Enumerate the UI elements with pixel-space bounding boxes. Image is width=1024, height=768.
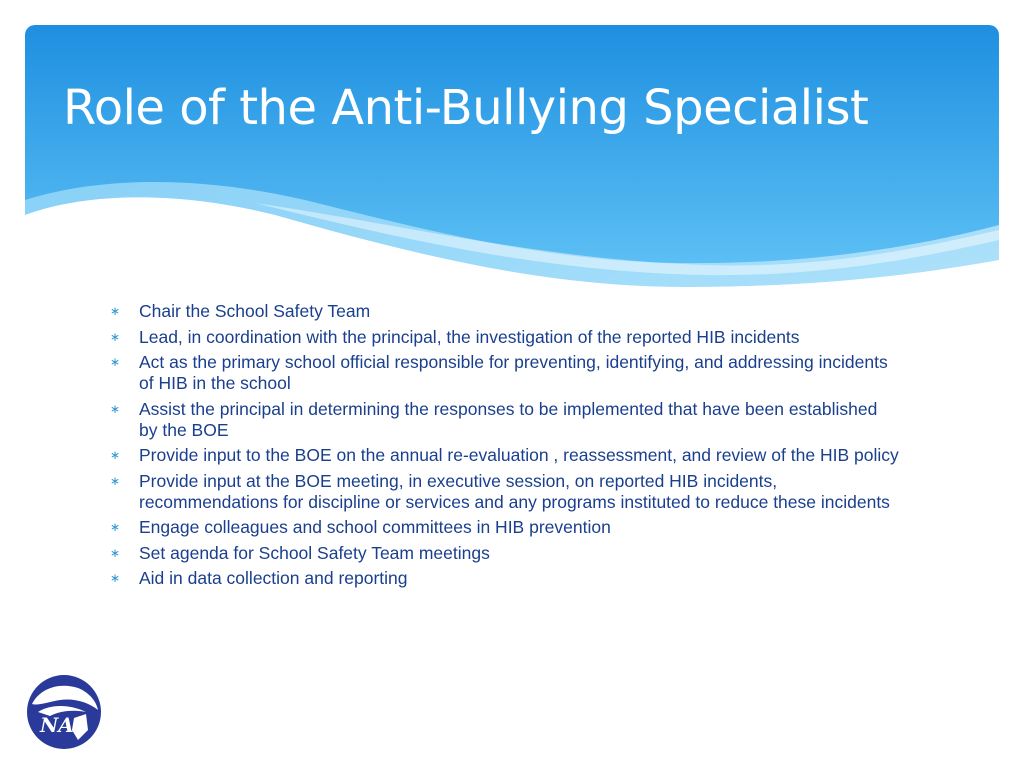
- asterisk-bullet-icon: ∗: [110, 545, 121, 560]
- asterisk-bullet-icon: ∗: [110, 401, 121, 416]
- slide-title: Role of the Anti-Bullying Specialist: [63, 80, 869, 136]
- bullet-item: [110, 568, 900, 589]
- asterisk-bullet-icon: ∗: [110, 473, 121, 488]
- bullet-item: [110, 327, 900, 348]
- bullet-item: [110, 352, 900, 394]
- bullet-text: Provide input at the BOE meeting, in executive session, on reported HIB incidents, recommendations for discipline or services and any programs instituted to reduce these incidents: [139, 470, 890, 512]
- bullet-item: [110, 445, 900, 466]
- asterisk-bullet-icon: ∗: [110, 571, 121, 585]
- bullet-text: Chair the School Safety Team: [139, 301, 371, 321]
- bullet-text: Aid in data collection and reporting: [139, 568, 408, 588]
- school-logo-icon: [26, 674, 102, 750]
- asterisk-bullet-icon: ∗: [110, 304, 121, 318]
- bullet-text: Act as the primary school official responsible for preventing, identifying, and addressing incidents of HIB in the school: [139, 352, 888, 393]
- asterisk-bullet-icon: ∗: [110, 520, 121, 534]
- bullet-text: Lead, in coordination with the principal, the investigation of the reported HIB incidents: [139, 326, 800, 347]
- logo-lettering: NA: [40, 713, 74, 737]
- bullet-text: Provide input to the BOE on the annual re-evaluation , reassessment, and review of the HIB policy: [139, 445, 899, 465]
- bullet-item: [110, 399, 900, 441]
- asterisk-bullet-icon: ∗: [110, 448, 121, 462]
- bullet-item: [110, 543, 900, 564]
- bullet-item: [110, 471, 900, 513]
- asterisk-bullet-icon: ∗: [110, 355, 121, 369]
- bullet-item: [110, 301, 900, 322]
- bullet-item: [110, 517, 900, 538]
- wave-banner-graphic: [25, 25, 999, 287]
- bullet-text: Assist the principal in determining the responses to be implemented that have been established by the BOE: [139, 398, 878, 440]
- title-banner: [25, 25, 999, 287]
- bullet-list: [110, 301, 900, 594]
- bullet-text: Set agenda for School Safety Team meetings: [139, 542, 490, 563]
- bullet-text: Engage colleagues and school committees in HIB prevention: [139, 517, 611, 537]
- asterisk-bullet-icon: ∗: [110, 329, 121, 344]
